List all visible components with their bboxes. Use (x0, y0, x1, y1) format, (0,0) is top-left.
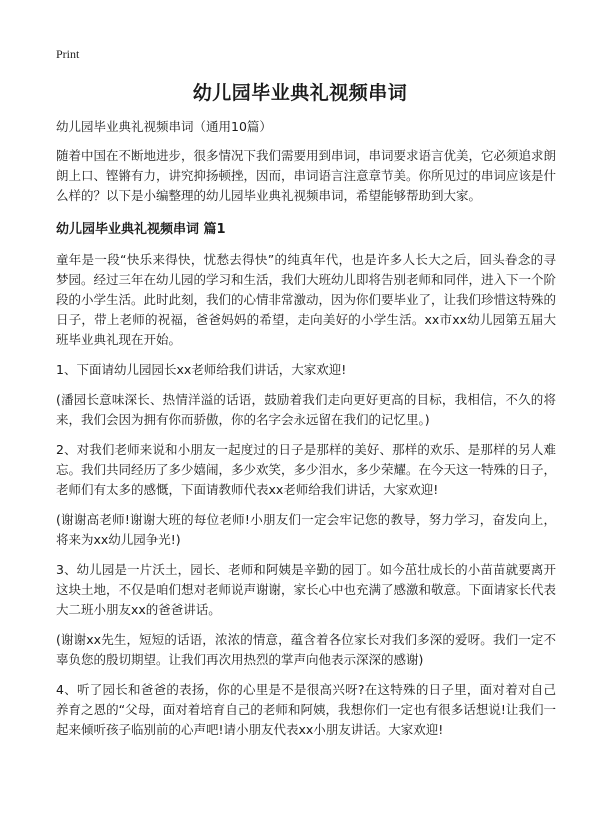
intro-paragraph: 随着中国在不断地进步，很多情况下我们需要用到串词，串词要求语言优美，它必须追求朗朗上口、铿锵有力，讲究抑扬顿挫，因而，串词语言注意章节美。你所见过的串词应该是什么样的？以下是小编整理的幼儿园毕业典礼视频串词，希望能够帮助到大家。 (56, 148, 557, 203)
section-heading: 幼儿园毕业典礼视频串词 篇1 (56, 222, 226, 237)
page-title: 幼儿园毕业典礼视频串词 (192, 82, 408, 104)
paragraph: (谢谢xx先生，短短的话语，浓浓的情意，蕴含着各位家长对我们多深的爱呀。我们一定不辜负您的殷切期望。让我们再次用热烈的掌声向他表示深深的感谢) (56, 632, 556, 667)
document-body (56, 118, 556, 750)
document-subtitle: 幼儿园毕业典礼视频串词（通用10篇） (56, 119, 272, 134)
paragraph: 童年是一段“快乐来得快，忧愁去得快”的纯真年代，也是许多人长大之后，回头眷念的寻梦园。经过三年在幼儿园的学习和生活，我们大班幼儿即将告别老师和同伴，进入下一个阶段的小学生活。此时此刻，我们的心情非常激动，因为你们要毕业了，让我们珍惜这特殊的日子，带上老师的祝福，爸爸妈妈的希望，走向美好的小学生活。xx市xx幼儿园第五届大班毕业典礼现在开始。 (56, 252, 557, 347)
paragraph: (谢谢高老师!谢谢大班的每位老师!小朋友们一定会牢记您的教导，努力学习，奋发向上，将来为xx幼儿园争光!) (56, 512, 556, 547)
paragraph: 2、对我们老师来说和小朋友一起度过的日子是那样的美好、那样的欢乐、是那样的另人难忘。我们共同经历了多少嬉闹，多少欢笑，多少泪水，多少荣耀。在今天这一特殊的日子，老师们有太多的感慨，下面请教师代表xx老师给我们讲话，大家欢迎! (56, 442, 557, 497)
paragraph: (潘园长意味深长、热情洋溢的话语，鼓励着我们走向更好更高的目标，我相信，不久的将来，我们会因为拥有你而骄傲，你的名字会永远留在我们的记忆里。) (56, 392, 556, 427)
paragraph: 1、下面请幼儿园园长xx老师给我们讲话，大家欢迎! (56, 362, 347, 377)
paragraph: 4、听了园长和爸爸的表扬，你的心里是不是很高兴呀?在这特殊的日子里，面对着对自己养育之恩的“父母，面对着培育自己的老师和阿姨，我想你们一定也有很多话想说!让我们一起来倾听孩子临别前的心声吧!请小朋友代表xx小朋友讲话。大家欢迎! (56, 682, 556, 737)
paragraph: 3、幼儿园是一片沃土，园长、老师和阿姨是辛勤的园丁。如今茁壮成长的小苗苗就要离开这块土地，不仅是咱们想对老师说声谢谢，家长心中也充满了感激和敬意。下面请家长代表大二班小朋友xx的爸爸讲话。 (56, 562, 557, 617)
print-link[interactable]: Print (56, 47, 80, 61)
